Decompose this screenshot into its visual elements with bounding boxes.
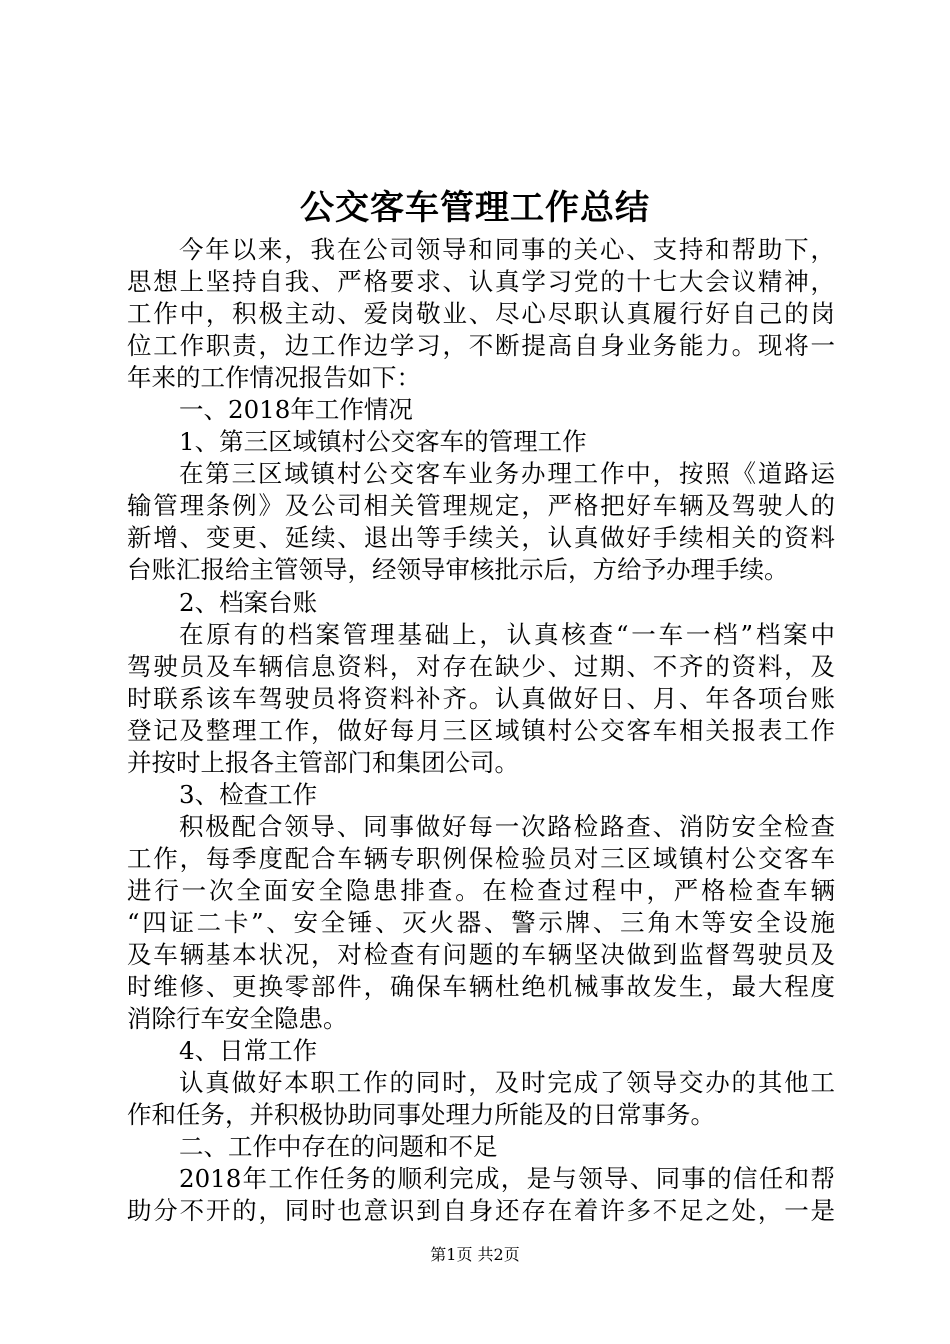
- text-line: 进行一次全面安全隐患排查。在检查过程中，严格检查车辆: [127, 875, 835, 905]
- text-line: 及车辆基本状况，对检查有问题的车辆坚决做到监督驾驶员及: [127, 940, 835, 970]
- text-line: 台账汇报给主管领导，经领导审核批示后，方给予办理手续。: [127, 555, 789, 585]
- text-line: 工作，每季度配合车辆专职例保检验员对三区域镇村公交客车: [127, 843, 835, 873]
- text-line: 并按时上报各主管部门和集团公司。: [127, 747, 519, 777]
- text-line: 二、工作中存在的问题和不足: [179, 1132, 498, 1162]
- text-line: 2018年工作任务的顺利完成，是与领导、同事的信任和帮: [179, 1164, 835, 1194]
- text-line: 3、检查工作: [179, 779, 318, 809]
- text-line: 助分不开的，同时也意识到自身还存在着许多不足之处，一是: [127, 1196, 835, 1226]
- text-line: 作和任务，并积极协助同事处理力所能及的日常事务。: [127, 1100, 715, 1130]
- text-line: 输管理条例》及公司相关管理规定，严格把好车辆及驾驶人的: [127, 491, 835, 521]
- text-line: 今年以来，我在公司领导和同事的关心、支持和帮助下，: [179, 235, 835, 264]
- text-line: 一、2018年工作情况: [179, 395, 413, 425]
- text-line: 位工作职责，边工作边学习，不断提高自身业务能力。现将一: [127, 331, 835, 361]
- text-line: 1、第三区域镇村公交客车的管理工作: [179, 427, 587, 457]
- text-line: 年来的工作情况报告如下：: [127, 363, 421, 393]
- text-line: 在原有的档案管理基础上，认真核查“一车一档”档案中: [179, 619, 835, 649]
- text-line: 消除行车安全隐患。: [127, 1004, 348, 1034]
- text-line: 积极配合领导、同事做好每一次路检路查、消防安全检查: [179, 811, 835, 841]
- text-line: 4、日常工作: [179, 1036, 318, 1066]
- text-line: 驾驶员及车辆信息资料，对存在缺少、过期、不齐的资料，及: [127, 651, 835, 681]
- page-footer: 第1页 共2页: [430, 1245, 520, 1264]
- text-line: 新增、变更、延续、退出等手续关，认真做好手续相关的资料: [127, 523, 835, 553]
- text-line: 时维修、更换零部件，确保车辆杜绝机械事故发生，最大程度: [127, 972, 835, 1002]
- text-line: 认真做好本职工作的同时，及时完成了领导交办的其他工: [179, 1068, 835, 1098]
- text-line: “四证二卡”、安全锤、灭火器、警示牌、三角木等安全设施: [127, 907, 835, 937]
- document-title: 公交客车管理工作总结: [300, 188, 650, 228]
- document-body: [127, 234, 835, 1227]
- text-line: 时联系该车驾驶员将资料补齐。认真做好日、月、年各项台账: [127, 683, 835, 713]
- text-line: 在第三区域镇村公交客车业务办理工作中，按照《道路运: [179, 459, 835, 489]
- text-line: 登记及整理工作，做好每月三区域镇村公交客车相关报表工作: [127, 715, 835, 745]
- text-line: 工作中，积极主动、爱岗敬业、尽心尽职认真履行好自己的岗: [127, 299, 835, 329]
- text-line: 思想上坚持自我、严格要求、认真学习党的十七大会议精神，: [127, 267, 835, 297]
- text-line: 2、档案台账: [179, 587, 318, 617]
